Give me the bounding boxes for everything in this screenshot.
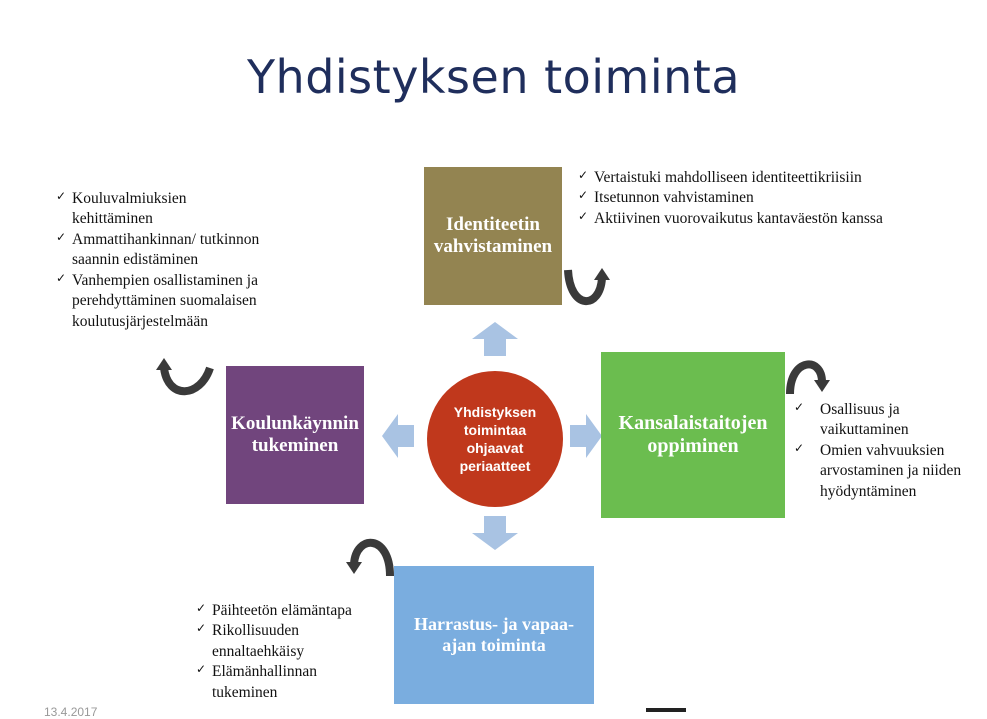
center-line-3: ohjaavat [466,440,524,456]
curved-arrow-right-icon [786,356,832,394]
curved-arrow-left-icon [156,358,216,396]
box-leisure-line-1: Harrastus- ja vapaa- [414,614,574,635]
box-civic-skills-line-1: Kansalaistaitojen [618,412,768,434]
school-support-checklist [56,189,321,332]
arrow-up-icon [472,322,518,356]
list-item: ✓ Rikollisuuden ennaltaehkäisy [196,621,352,662]
list-item: ✓ Päihteetön elämäntapa [196,601,396,621]
arrow-right-icon [570,414,602,458]
center-line-4: periaatteet [459,458,531,475]
box-school-support-line-2: tukeminen [251,435,339,456]
leisure-checklist [196,601,396,703]
box-identity-line-1: Identiteetin [446,214,540,236]
curved-arrow-top-icon [566,266,614,308]
list-item: ✓ Vanhempien osallistaminen ja perehdyttäminen suomalaisen koulutusjärjestelmään [56,271,317,332]
center-line-1: Yhdistyksen [453,403,537,420]
list-item: ✓ Elämänhallinnan tukeminen [196,662,362,703]
box-civic-skills-line-2: oppiminen [647,435,739,457]
civic-skills-checklist [794,400,987,502]
arrow-left-icon [382,414,414,458]
list-item: ✓ Aktiivinen vuorovaikutus kantaväestön kanssa [578,209,978,229]
identity-checklist [578,168,978,229]
box-civic-skills [601,352,785,518]
arrow-down-icon [472,516,518,550]
center-line-2: toimintaa [463,421,527,438]
box-leisure [394,566,594,704]
center-circle [427,371,563,507]
box-school-support [226,366,364,504]
list-item: ✓ Ammattihankinnan/ tutkinnon saannin edistäminen [56,230,297,271]
list-item: ✓ Vertaistuki mahdolliseen identiteettikriisiin [578,168,978,188]
list-item: ✓ Omien vahvuuksien arvostaminen ja niiden hyödyntäminen [794,441,987,502]
box-leisure-line-2: ajan toiminta [442,635,546,655]
footer-mark [646,708,686,712]
curved-arrow-bottom-icon [344,538,396,576]
box-school-support-line-1: Koulunkäynnin [231,413,359,435]
box-identity-line-2: vahvistaminen [433,236,553,257]
footer-date: 13.4.2017 [44,705,98,719]
list-item: ✓ Osallisuus ja vaikuttaminen [794,400,940,441]
list-item: ✓ Itsetunnon vahvistaminen [578,188,978,208]
box-identity [424,167,562,305]
page-title: Yhdistyksen toiminta [246,50,741,104]
list-item: ✓ Kouluvalmiuksien kehittäminen [56,189,232,230]
